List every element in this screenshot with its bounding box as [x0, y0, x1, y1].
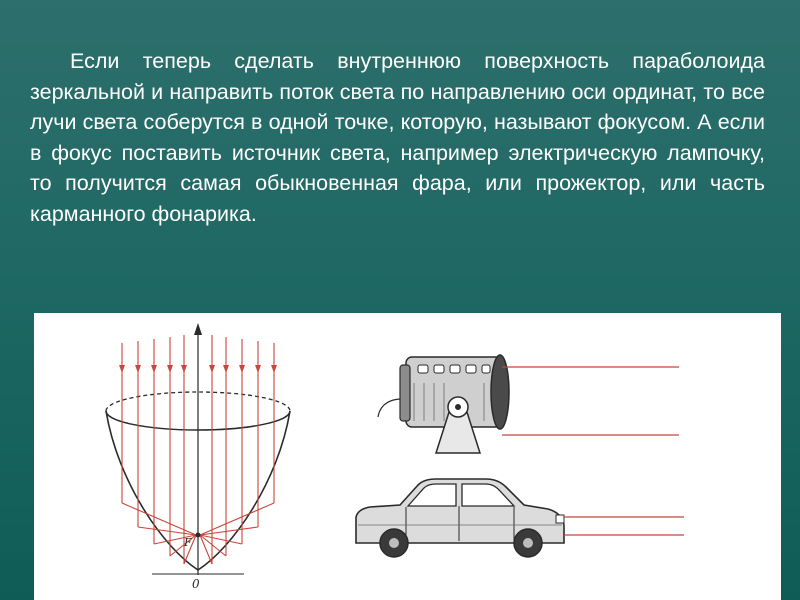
paraboloid-mirror-diagram [106, 323, 290, 591]
slide-paragraph [30, 46, 765, 229]
figure-illustration [34, 313, 781, 600]
focus-label: F [184, 536, 192, 549]
paragraph-text: Если теперь сделать внутреннюю поверхность параболоида зеркальной и направить поток света по направлению оси ординат, то все лучи света соберутся в одной точке, которую, называют фокусом. А если в фокус поставить источник света, например электрическую лампочку, то получится самая обыкновенная фара, или прожектор, или часть карманного фонарика. [30, 49, 765, 226]
focus-point [196, 533, 201, 538]
origin-label: 0 [192, 577, 200, 591]
searchlight-icon [378, 355, 679, 453]
figure-panel [34, 313, 781, 600]
car-icon [356, 479, 684, 557]
